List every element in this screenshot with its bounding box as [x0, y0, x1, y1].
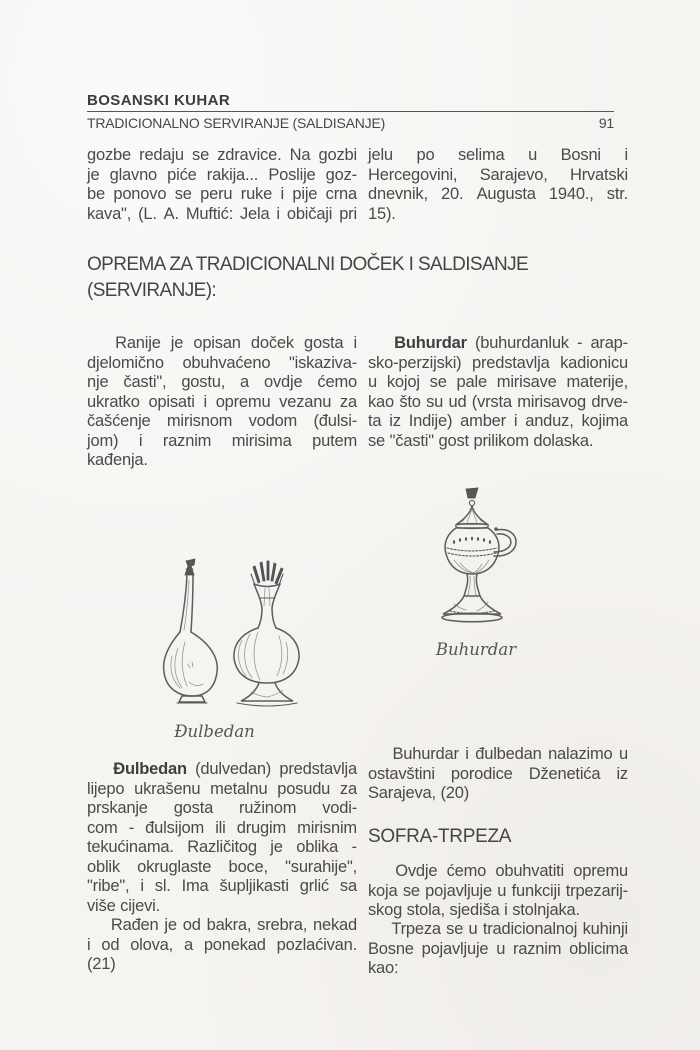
- text-line: skog stola, sjediša i stolnjaka.: [368, 901, 580, 919]
- page-header: [87, 92, 614, 131]
- text-line: Rađen je od bakra, srebra, nekad: [110, 916, 357, 934]
- text-line: kava", (L. A. Muftić: Jela i običaji pri: [87, 204, 357, 223]
- text-line: oblik okruglaste boce, "surahije",: [87, 857, 357, 876]
- text-line: (21): [87, 955, 116, 973]
- text-line: u kojoj se pale mirisave materije,: [368, 373, 628, 391]
- buhurdar-illustration: [424, 486, 529, 626]
- chapter-row: [87, 115, 614, 131]
- text-line: Ranije je opisan doček gosta i: [115, 334, 357, 352]
- text-line: ukratko opisati i opremu vezanu za: [87, 392, 357, 411]
- book-title: BOSANSKI KUHAR: [87, 92, 231, 109]
- text-line: i od olova, a ponekad pozlaćivan.: [87, 935, 357, 954]
- text-line: je glavno piće rakija... Poslije goz-: [87, 165, 357, 184]
- text-line: Sarajeva, (20): [368, 784, 470, 802]
- text-line: jelu po selima u Bosni i: [368, 146, 628, 164]
- text-line: 15).: [368, 204, 396, 223]
- paragraph-raden: [87, 916, 357, 975]
- text-line: be ponovo se peru ruke i pije crna: [87, 185, 357, 203]
- paragraph-intro-left: [87, 146, 357, 224]
- text-line: Buhurdar (buhurdanluk - arap-: [394, 334, 628, 352]
- text-line: kao:: [368, 959, 399, 977]
- text-line: com - đulsijom ili drugim mirisnim: [87, 818, 357, 837]
- text-line: jom) i raznim mirisima putem: [87, 431, 357, 450]
- paragraph-dulbedan: [87, 760, 357, 916]
- section-heading-line1: OPREMA ZA TRADICIONALNI DOČEK I SALDISANJE: [87, 254, 529, 275]
- page-number: 91: [598, 115, 614, 131]
- text-line: prskanje gosta ružinom vodi-: [87, 799, 357, 817]
- paragraph-ovdje: [368, 862, 628, 921]
- text-line: čašćenje mirisnom vodom (đulsi-: [87, 412, 357, 430]
- text-line: Hercegovini, Sarajevo, Hrvatski: [368, 165, 628, 184]
- text-line: djelomično obuhvaćeno "iskaziva-: [87, 353, 357, 372]
- text-line: dnevnik, 20. Augusta 1940., str.: [368, 185, 628, 203]
- paragraph-ranije: [87, 334, 357, 471]
- text-line: se "časti" gost prilikom dolaska.: [368, 431, 594, 450]
- chapter-title: TRADICIONALNO SERVIRANJE (SALDISANJE): [87, 115, 386, 131]
- text-line: "ribe", i sl. Ima šupljikasti grlić sa: [87, 877, 357, 895]
- section-heading-line2: (SERVIRANJE):: [87, 280, 217, 301]
- text-line: ta iz Indije) amber i anduz, kojima: [368, 412, 628, 430]
- figure-dulbedan: [155, 556, 305, 708]
- text-line: kao što su ud (vrsta mirisavog drve-: [368, 392, 628, 411]
- header-rule: [87, 111, 614, 112]
- dulbedan-illustration: [155, 556, 305, 708]
- paragraph-trpeza: [368, 920, 628, 979]
- text-line: Đulbedan (dulvedan) predstavlja: [113, 760, 357, 778]
- text-line: koja se pojavljuje u funkciji trpezarij-: [368, 881, 628, 900]
- text-line: Bosne pojavljuje u raznim oblicima: [368, 939, 628, 958]
- figure-caption-buhurdar: Buhurdar: [435, 640, 517, 659]
- text-line: ostavštini porodice Dženetića iz: [368, 764, 628, 783]
- text-line: tekućinama. Različitog je oblika -: [87, 838, 357, 856]
- text-line: Ovdje ćemo obuhvatiti opremu: [395, 862, 628, 880]
- subsection-heading-sofra: SOFRA-TRPEZA: [368, 826, 512, 847]
- text-line: kađenja.: [87, 451, 148, 469]
- text-line: Buhurdar i đulbedan nalazimo u: [392, 745, 628, 763]
- paragraph-nalazimo: [368, 745, 628, 804]
- text-line: Trpeza se u tradicionalnoj kuhinji: [391, 920, 628, 938]
- text-line: nje časti", gostu, a ovdje ćemo: [87, 373, 357, 391]
- text-line: gozbe redaju se zdravice. Na gozbi: [87, 146, 357, 164]
- paragraph-intro-right: [368, 146, 628, 224]
- figure-caption-dulbedan: Đulbedan: [174, 722, 255, 741]
- text-line: više cijevi.: [87, 896, 161, 915]
- paragraph-buhurdar: [368, 334, 628, 451]
- figure-buhurdar: [424, 486, 529, 626]
- text-line: lijepo ukrašenu metalnu posudu za: [87, 779, 357, 798]
- text-line: sko-perzijski) predstavlja kadionicu: [368, 353, 628, 372]
- section-heading: [87, 252, 628, 304]
